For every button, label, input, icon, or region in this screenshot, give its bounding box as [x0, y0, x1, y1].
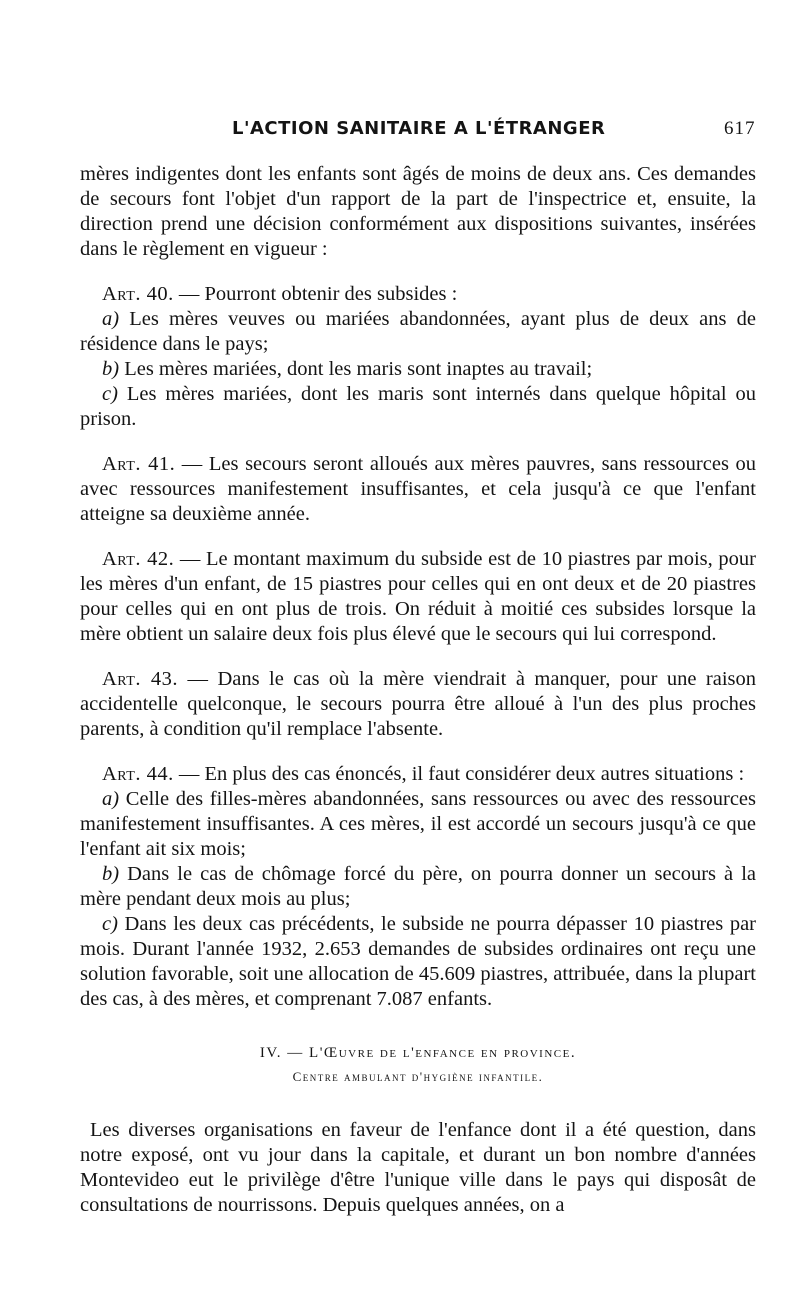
article-44	[80, 762, 756, 787]
item-letter: c)	[102, 383, 118, 405]
running-title: L'ACTION SANITAIRE A L'ÉTRANGER	[232, 118, 606, 139]
item-letter: a)	[102, 788, 120, 810]
item-letter: c)	[102, 913, 118, 935]
item-text: Les mères mariées, dont les maris sont internés dans quelque hôpital ou prison.	[80, 383, 757, 430]
article-text: — Dans le cas où la mère viendrait à manquer, pour une raison accidentelle quelconque, le secours pourra être alloué à l'un des plus proches parents, à condition qu'il remplace l'absente.	[80, 668, 757, 740]
item-text: Les mères veuves ou mariées abandonnées, ayant plus de deux ans de résidence dans le pays;	[80, 308, 757, 355]
section-title: IV. — L'Œuvre de l'enfance en province.	[259, 1045, 577, 1061]
article-text: — Le montant maximum du subside est de 10 piastres par mois, pour les mères d'un enfant, de 15 piastres pour celles qui en ont deux et de 20 piastres pour celles qui en ont plus de trois. On réduit à moitié ces subsides lorsque la mère obtient un salaire deux fois plus élevé que le secours qui lui correspond.	[80, 548, 756, 645]
article-41	[80, 452, 756, 527]
article-label: Art. 41.	[102, 453, 176, 475]
article-40-item-a	[80, 307, 756, 357]
article-44-item-b	[80, 862, 756, 912]
article-label: Art. 44.	[102, 763, 174, 785]
section-heading	[80, 1042, 756, 1088]
article-40-item-c	[80, 382, 756, 432]
article-label: Art. 42.	[102, 548, 175, 570]
item-letter: b)	[102, 863, 120, 885]
item-text: Dans le cas de chômage forcé du père, on pourra donner un secours à la mère pendant deux mois au plus;	[80, 863, 756, 910]
article-text: — Les secours seront alloués aux mères pauvres, sans ressources ou avec ressources manifestement insuffisantes, et cela jusqu'à ce que l'enfant atteigne sa deuxième année.	[80, 453, 757, 525]
article-label: Art. 40.	[102, 283, 174, 305]
running-header	[0, 118, 800, 148]
item-text: Dans les deux cas précédents, le subside ne pourra dépasser 10 piastres par mois. Durant l'année 1932, 2.653 demandes de subsides ordinaires ont reçu une solution favorable, soit une allocation de 45.609 piastres, attribuée, dans la plupart des cas, à des mères, et comprenant 7.087 enfants.	[80, 913, 756, 1010]
article-44-item-c	[80, 912, 756, 1012]
item-letter: a)	[102, 308, 120, 330]
item-text: Celle des filles-mères abandonnées, sans ressources ou avec des ressources manifestement insuffisantes. A ces mères, il est accordé un secours jusqu'à ce que l'enfant ait six mois;	[80, 788, 757, 860]
article-44-item-a	[80, 787, 756, 862]
article-40-item-b	[80, 357, 756, 382]
body-text	[80, 162, 756, 1218]
article-40	[80, 282, 756, 307]
item-text: Les mères mariées, dont les maris sont inaptes au travail;	[124, 358, 593, 380]
page-number: 617	[724, 118, 756, 139]
article-text: — En plus des cas énoncés, il faut considérer deux autres situations :	[178, 763, 745, 785]
article-label: Art. 43.	[102, 668, 179, 690]
article-text: — Pourront obtenir des subsides :	[178, 283, 458, 305]
closing-paragraph: Les diverses organisations en faveur de l'enfance dont il a été question, dans notre exposé, ont vu jour dans la capitale, et durant un bon nombre d'années Montevideo eut le privilège d'être l'unique ville dans le pays qui disposât de consultations de nourrissons. Depuis quelques années, on a	[80, 1119, 756, 1216]
intro-paragraph: mères indigentes dont les enfants sont âgés de moins de deux ans. Ces demandes de secours font l'objet d'un rapport de la part de l'inspectrice et, ensuite, la direction prend une décision conformément aux dispositions suivantes, insérées dans le règlement en vigueur :	[80, 163, 756, 260]
article-43	[80, 667, 756, 742]
article-42	[80, 547, 756, 647]
item-letter: b)	[102, 358, 120, 380]
section-subtitle: Centre ambulant d'hygiène infantile.	[292, 1069, 544, 1084]
